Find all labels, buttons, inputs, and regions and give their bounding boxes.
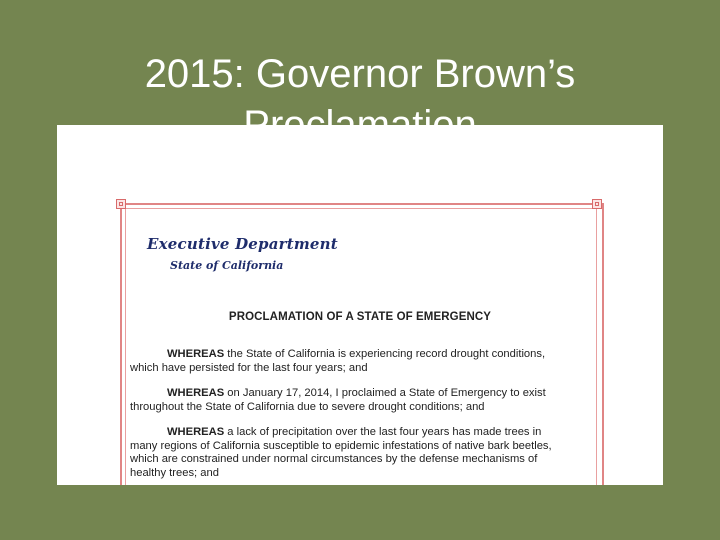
whereas-keyword: WHEREAS (167, 387, 225, 399)
proclamation-heading: PROCLAMATION OF A STATE OF EMERGENCY (228, 311, 492, 323)
paragraph-line: which are constrained under normal circumstances by the defense mechanisms of (130, 453, 538, 465)
paragraph-line: many regions of California susceptible to epidemic infestations of native bark beetles, (130, 439, 552, 452)
proclamation-document-image (57, 125, 663, 485)
whereas-paragraph-2 (130, 387, 590, 414)
whereas-keyword: WHEREAS (167, 426, 225, 438)
whereas-paragraph-1 (130, 348, 590, 375)
whereas-keyword: WHEREAS (167, 348, 225, 360)
border-corner-ornament-icon (116, 199, 126, 209)
paragraph-line: which have persisted for the last four years; and (130, 361, 368, 374)
letterhead-executive-department: Executive Department (147, 235, 338, 253)
paragraph-line (130, 426, 590, 440)
paragraph-text: the State of California is experiencing record drought conditions, (224, 348, 546, 360)
paragraph-line (130, 348, 590, 362)
whereas-paragraph-3 (130, 426, 590, 480)
paragraph-text: on January 17, 2014, I proclaimed a State of Emergency to exist (224, 387, 546, 399)
paragraph-line (130, 387, 590, 401)
paragraph-line: healthy trees; and (130, 466, 219, 479)
paragraph-text: a lack of precipitation over the last four years has made trees in (224, 426, 542, 438)
paragraph-line: throughout the State of California due to severe drought conditions; and (130, 400, 485, 413)
slide-title-line-1: 2015: Governor Brown’s (144, 51, 576, 96)
letterhead-state-of-california: State of California (170, 259, 284, 272)
border-corner-ornament-icon (592, 199, 602, 209)
